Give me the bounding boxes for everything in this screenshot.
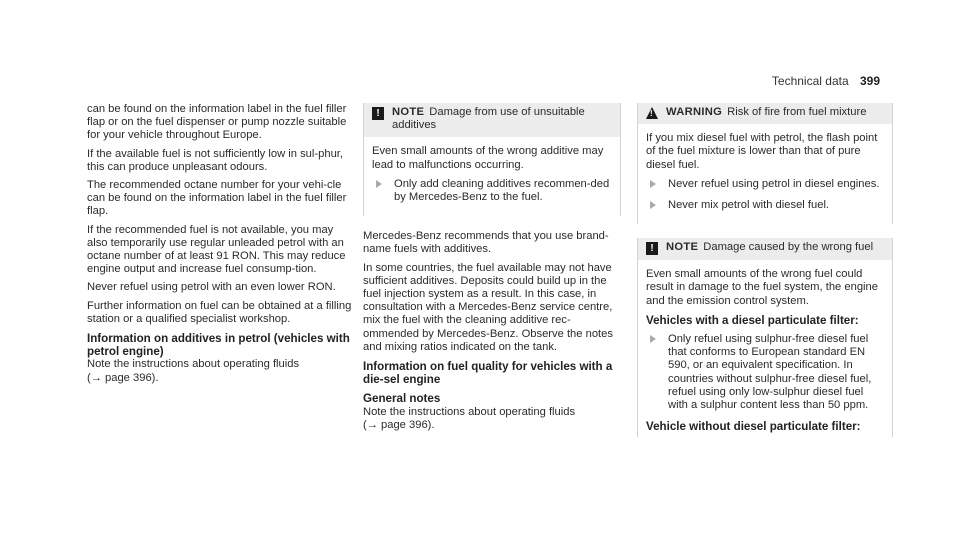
note-body-text: Even small amounts of the wrong additive may lead to malfunctions occurring.: [372, 145, 604, 171]
triangle-bullet-icon: [650, 201, 656, 209]
note-title: Damage caused by the wrong fuel: [703, 241, 874, 254]
paragraph: Further information on fuel can be obtained at a filling station or a qualified specialist workshop.: [87, 299, 352, 325]
paragraph: If the recommended fuel is not available, you may also temporarily use regular unleaded petrol with an octane number of at least 91 RON. This may reduce engine output and increase fuel consump-tion.: [87, 223, 346, 276]
paragraph: can be found on the information label in the fuel filler flap or on the fuel dispenser or pump nozzle suitable for your vehicle throughout Europe.: [87, 103, 347, 142]
note-box: [363, 103, 621, 216]
paragraph: Never refuel using petrol with an even lower RON.: [87, 281, 336, 294]
instruction-item: [646, 199, 884, 212]
triangle-bullet-icon: [376, 180, 382, 188]
instruction-text: Never mix petrol with diesel fuel.: [668, 199, 830, 212]
page-header: [772, 74, 880, 88]
note-box-body: [364, 137, 620, 216]
section-title: Technical data: [771, 74, 849, 88]
note-text: Note the instructions about operating fluids: [87, 358, 300, 371]
instruction-text: Only add cleaning additives recommen-ded by Mercedes-Benz to the fuel.: [394, 177, 610, 204]
subsection-heading: Vehicle without diesel particulate filter:: [646, 420, 861, 434]
instruction-item: [646, 178, 884, 191]
exclamation-icon: !: [646, 242, 658, 255]
paragraph: If the available fuel is not sufficiently low in sul-phur, this can produce unpleasant odours.: [87, 147, 344, 173]
triangle-bullet-icon: [650, 335, 656, 343]
section-heading: Information on fuel quality for vehicles with a die-sel engine: [363, 360, 613, 387]
subsection-heading: Vehicles with a diesel particulate filter:: [646, 313, 859, 327]
note-box-body: [638, 260, 892, 437]
warning-box-body: [638, 124, 892, 224]
warning-title: Risk of fire from fuel mixture: [727, 106, 867, 118]
warning-keyword: WARNING: [666, 106, 723, 118]
exclamation-icon: !: [372, 107, 384, 120]
triangle-bullet-icon: [650, 180, 656, 188]
paragraph: The recommended octane number for your vehi-cle can be found on the information label in the fuel filler flap.: [87, 179, 347, 218]
warning-box-header: [638, 103, 892, 124]
column-right: [637, 103, 893, 451]
instruction-text: Only refuel using sulphur-free diesel fuel that conforms to European standard EN 590, or an equivalent specification. In countries without sulphur-free diesel fuel, refuel using only low-sulphur diesel fuel with a sulphur content less than 50 ppm.: [668, 333, 872, 412]
column-left: [87, 103, 352, 385]
note-box-header: [364, 103, 620, 137]
instruction-item: [372, 178, 612, 204]
warning-triangle-icon: !: [646, 107, 658, 119]
warning-box: [637, 103, 893, 224]
instruction-item: [646, 333, 884, 412]
column-middle: [363, 103, 621, 432]
page-reference-link[interactable]: (→ page 396).: [363, 418, 435, 431]
page-number: 399: [859, 74, 880, 88]
warning-body-text: If you mix diesel fuel with petrol, the flash point of the fuel mixture is lower than that of pure diesel fuel.: [646, 132, 878, 171]
note-keyword: NOTE: [392, 106, 425, 118]
paragraph: Mercedes-Benz recommends that you use brand-name fuels with additives.: [363, 230, 609, 256]
instruction-text: Never refuel using petrol in diesel engines.: [668, 177, 880, 190]
note-title: Damage from use of unsuitable additives: [392, 106, 585, 132]
paragraph: In some countries, the fuel available may not have sufficient additives. Deposits could build up in the fuel injection system as a result. In this case, in consultation with a Mercedes-Benz service centre, mix the fuel with the cleaning additive rec-ommended by Mercedes-Benz. Observe the notes and mixing ratios indicated on the tank.: [363, 261, 613, 353]
page-reference-link[interactable]: (→ page 396).: [87, 371, 159, 384]
note-body-text: Even small amounts of the wrong fuel could result in damage to the fuel system, the engine and the emission control system.: [646, 268, 878, 307]
subsection-heading: General notes: [363, 392, 441, 406]
note-keyword: NOTE: [666, 241, 699, 254]
note-text: Note the instructions about operating fluids: [363, 405, 576, 418]
section-heading: Information on additives in petrol (vehicles with petrol engine): [87, 332, 350, 359]
note-box-header: [638, 238, 892, 260]
note-box: [637, 238, 893, 437]
